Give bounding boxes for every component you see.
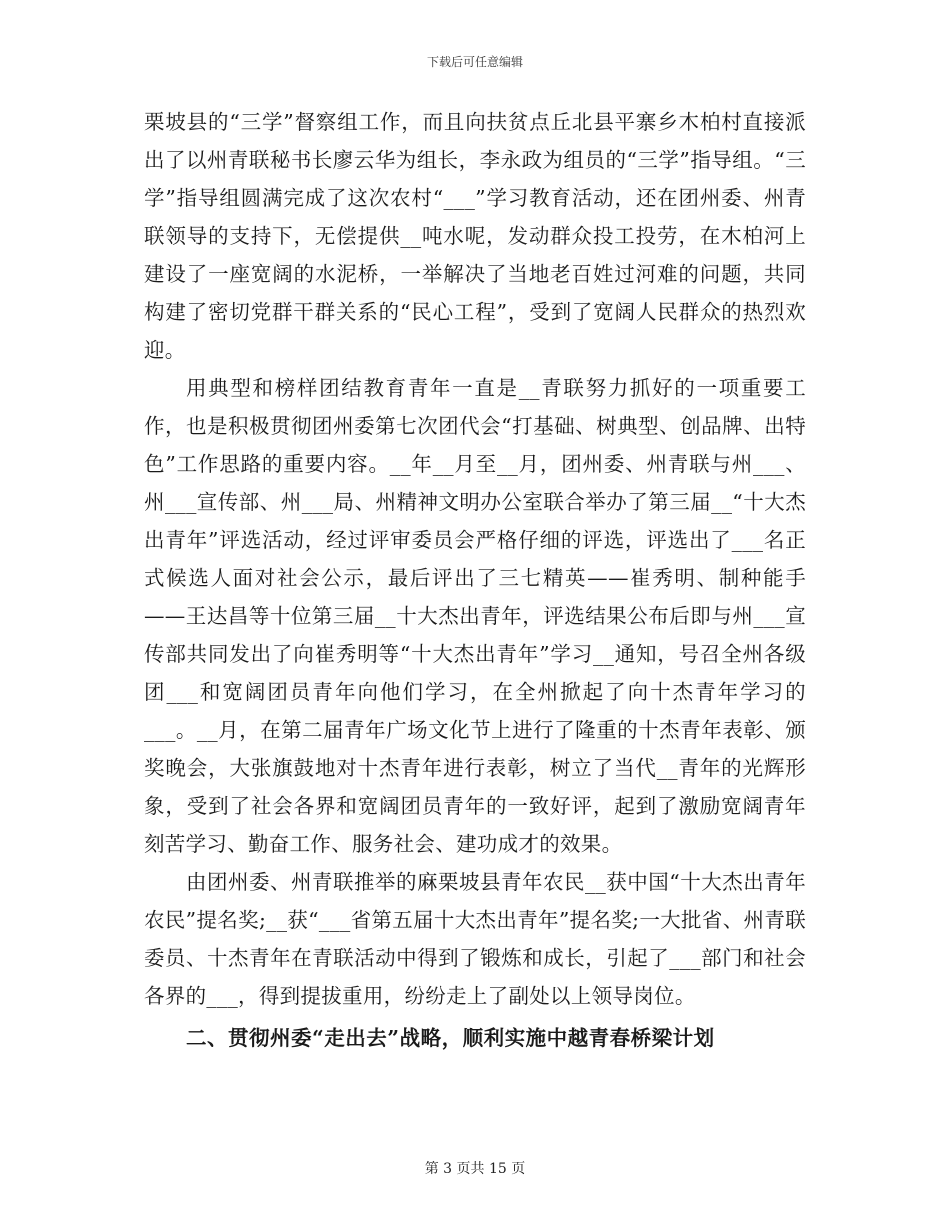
body-paragraph: 栗坡县的“三学”督察组工作，而且向扶贫点丘北县平寨乡木柏村直接派出了以州青联秘书长廖云华为组长，李永政为组员的“三学”指导组。“三学”指导组圆满完成了这次农村“___”学习教育活动，还在团州委、州青联领导的支持下，无偿提供__吨水呢，发动群众投工投劳，在木柏河上建设了一座宽阔的水泥桥，一举解决了当地老百姓过河难的问题，共同构建了密切党群干群关系的“民心工程”，受到了宽阔人民群众的热烈欢迎。 [144, 110, 806, 362]
document-body [144, 103, 806, 1057]
section-heading: 二、贯彻州委“走出去”战略，顺利实施中越青春桥梁计划 [186, 1026, 715, 1050]
page-header: 下载后可任意编辑 [426, 55, 523, 69]
body-paragraph: 由团州委、州青联推举的麻栗坡县青年农民__获中国“十大杰出青年农民”提名奖;__获“___省第五届十大杰出青年”提名奖;一大批省、州青联委员、十杰青年在青联活动中得到了锻炼和成长，引起了___部门和社会各界的___，得到提拔重用，纷纷走上了副处以上领导岗位。 [144, 870, 806, 1008]
page-footer: 第 3 页共 15 页 [424, 1161, 526, 1177]
body-paragraph: 用典型和榜样团结教育青年一直是__青联努力抓好的一项重要工作，也是积极贯彻团州委第七次团代会“打基础、树典型、创品牌、出特色”工作思路的重要内容。__年__月至__月，团州委、州青联与州___、州___宣传部、州___局、州精神文明办公室联合举办了第三届__“十大杰出青年”评选活动，经过评审委员会严格仔细的评选，评选出了___名正式候选人面对社会公示，最后评出了三七精英——崔秀明、制种能手——王达昌等十位第三届__十大杰出青年，评选结果公布后即与州___宣传部共同发出了向崔秀明等“十大杰出青年”学习__通知，号召全州各级团___和宽阔团员青年向他们学习，在全州掀起了向十杰青年学习的___。__月，在第二届青年广场文化节上进行了隆重的十杰青年表彰、颁奖晚会，大张旗鼓地对十杰青年进行表彰，树立了当代__青年的光辉形象，受到了社会各界和宽阔团员青年的一致好评，起到了激励宽阔青年刻苦学习、勤奋工作、服务社会、建功成才的效果。 [144, 376, 806, 856]
